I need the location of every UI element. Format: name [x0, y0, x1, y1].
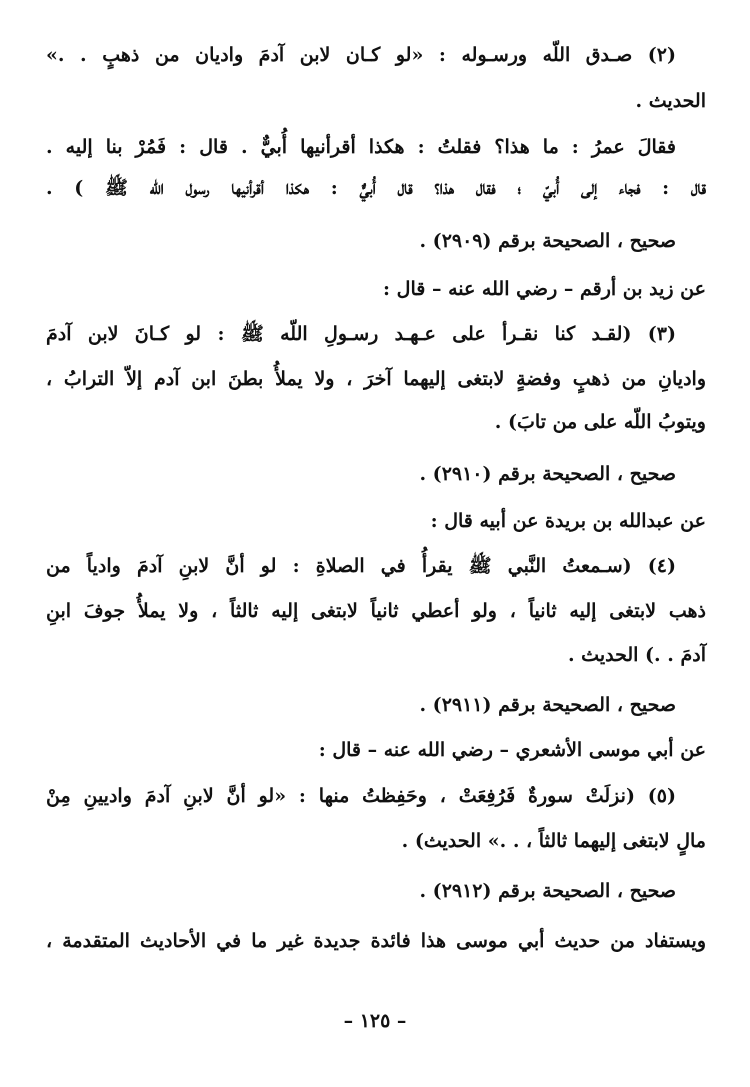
- verdict-line: صحيح ، الصحيحة برقم (٢٩٠٩) .: [419, 230, 676, 252]
- text-line: ذهب لابتغى إليه ثانياً ، ولو أعطي ثانياً لابتغى إليه ثالثاً ، ولا يملأُ جوفَ ابنِ: [46, 600, 706, 622]
- text-line: الحديث .: [635, 90, 706, 112]
- text-line: آدمَ . .) الحديث .: [567, 644, 706, 666]
- verdict-line: صحيح ، الصحيحة برقم (٢٩١٢) .: [419, 880, 676, 902]
- verdict-line: صحيح ، الصحيحة برقم (٢٩١١) .: [419, 694, 676, 716]
- text-line: ويستفاد من حديث أبي موسى هذا فائدة جديدة غير ما في الأحاديث المتقدمة ،: [46, 930, 706, 952]
- text-line: (٥) (نزلَتْ سورةٌ فَرُفِعَتْ ، وحَفِظتُ منها : «لو أنَّ لابنِ آدمَ واديينِ مِنْ: [46, 785, 676, 807]
- narrator-line: عن زيد بن أرقم – رضي الله عنه – قال :: [383, 278, 706, 300]
- page-number: – ١٢٥ –: [343, 1010, 407, 1032]
- text-line: (٢) صـدق اللّه ورسـوله : «لو كـان لابن آدمَ واديان من ذهبٍ . .»: [46, 44, 676, 66]
- text-line: قال : فجاء إلى أُبيّ ؛ فقال هذا؟ قال أُبيٌّ : هكذا أقرأنيها رسول الله ﷺ ) .: [46, 177, 706, 199]
- narrator-line: عن أبي موسى الأشعري – رضي الله عنه – قال :: [318, 739, 706, 761]
- text-line: (٣) (لقـد كنا نقـرأ على عـهـد رسـولِ اللّه ﷺ : لو كـانَ لابن آدمَ: [46, 323, 676, 345]
- text-line: مالٍ لابتغى إليهما ثالثاً ، . .» الحديث) .: [401, 830, 706, 852]
- text-line: (٤) (سـمعتُ النَّبي ﷺ يقرأُ في الصلاةِ : لو أنَّ لابنِ آدمَ وادياً من: [46, 555, 676, 577]
- text-line: ويتوبُ اللّه على من تابَ) .: [494, 411, 706, 433]
- verdict-line: صحيح ، الصحيحة برقم (٢٩١٠) .: [419, 463, 676, 485]
- text-line: واديانِ من ذهبٍ وفضةٍ لابتغى إليهما آخرَ ، ولا يملأُ بطنَ ابن آدم إلاّ الترابُ ،: [46, 368, 706, 390]
- narrator-line: عن عبدالله بن بريدة عن أبيه قال :: [430, 510, 706, 532]
- text-line: فقالَ عمرُ : ما هذا؟ فقلتُ : هكذا أقرأنيها أُبيٌّ . قال : فَمُرْ بنا إليه .: [46, 136, 676, 158]
